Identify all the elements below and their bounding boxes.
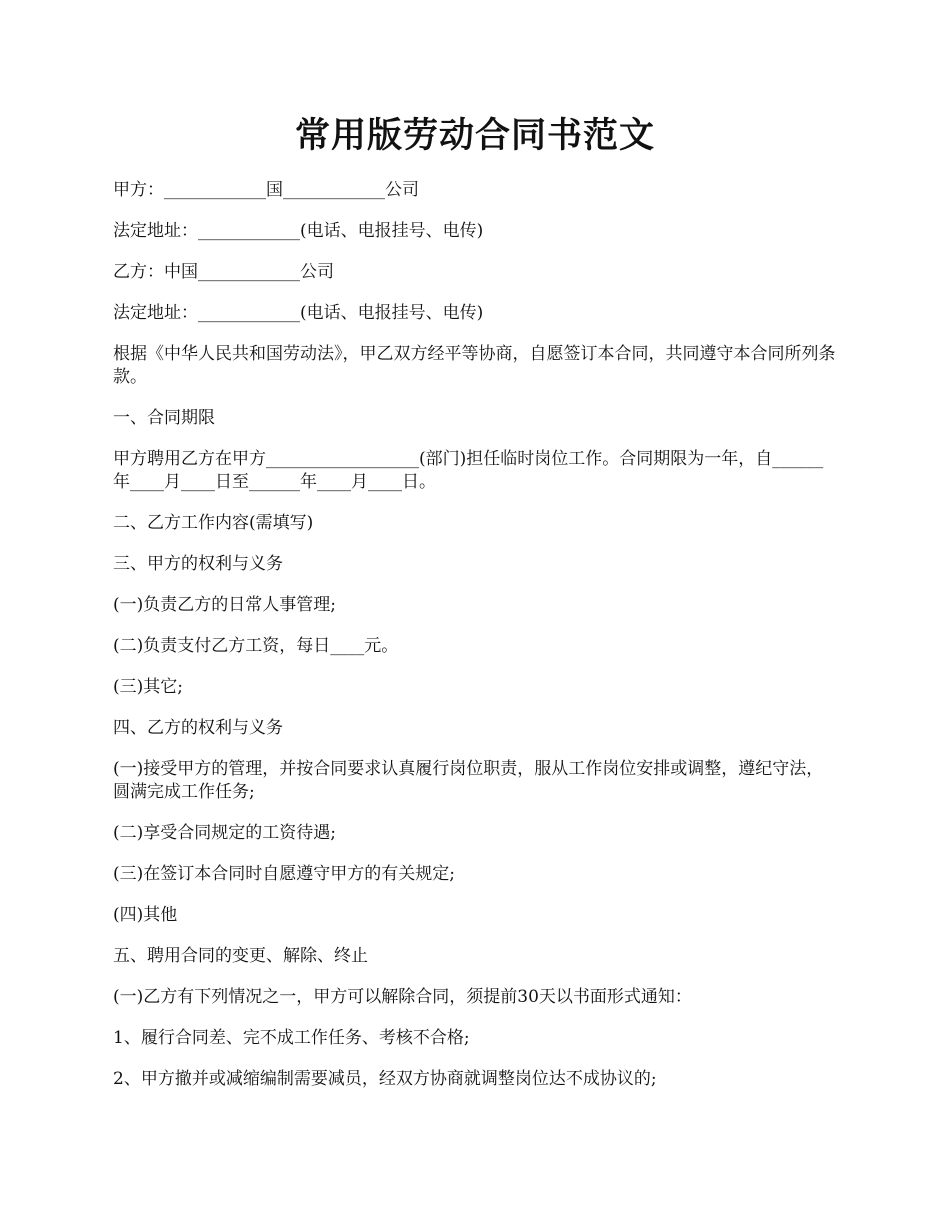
- clause-5-1-item-2: 2、甲方撤并或减缩编制需要减员，经双方协商就调整岗位达不成协议的;: [113, 1069, 657, 1089]
- section-heading-4: 四、乙方的权利与义务: [113, 718, 283, 738]
- clause-4-2: (二)享受合同规定的工资待遇;: [113, 823, 336, 843]
- party-b-line: 乙方：中国____________公司: [113, 262, 334, 282]
- clause-5-1: (一)乙方有下列情况之一，甲方可以解除合同，须提前30天以书面形式通知：: [113, 987, 692, 1007]
- clause-4-1: (一)接受甲方的管理，并按合同要求认真履行岗位职责，服从工作岗位安排或调整，遵纪守法，圆满完成工作任务;: [113, 759, 824, 802]
- clause-4-4: (四)其他: [113, 905, 178, 925]
- clause-3-2: (二)负责支付乙方工资，每日____元。: [113, 636, 399, 656]
- section-heading-2: 二、乙方工作内容(需填写): [113, 513, 314, 533]
- section-heading-3: 三、甲方的权利与义务: [113, 554, 283, 574]
- section-heading-1: 一、合同期限: [113, 408, 215, 428]
- clause-3-3: (三)其它;: [113, 677, 183, 697]
- clause-4-3: (三)在签订本合同时自愿遵守甲方的有关规定;: [113, 864, 455, 884]
- document-title: 常用版劳动合同书范文: [294, 115, 655, 156]
- section-1-text: 甲方聘用乙方在甲方__________________(部门)担任临时岗位工作。合同期限为一年，自______年____月____日至______年____月____日。: [113, 449, 824, 492]
- preamble: 根据《中华人民共和国劳动法》，甲乙双方经平等协商，自愿签订本合同，共同遵守本合同所列条款。: [113, 344, 836, 387]
- clause-5-1-item-1: 1、履行合同差、完不成工作任务、考核不合格;: [113, 1028, 470, 1048]
- clause-3-1: (一)负责乙方的日常人事管理;: [113, 595, 336, 615]
- party-a-address: 法定地址：____________(电话、电报挂号、电传): [113, 221, 484, 241]
- document-body: [113, 179, 838, 1109]
- section-heading-5: 五、聘用合同的变更、解除、终止: [113, 946, 368, 966]
- party-a-line: 甲方：____________国____________公司: [113, 180, 419, 200]
- party-b-address: 法定地址：____________(电话、电报挂号、电传): [113, 303, 484, 323]
